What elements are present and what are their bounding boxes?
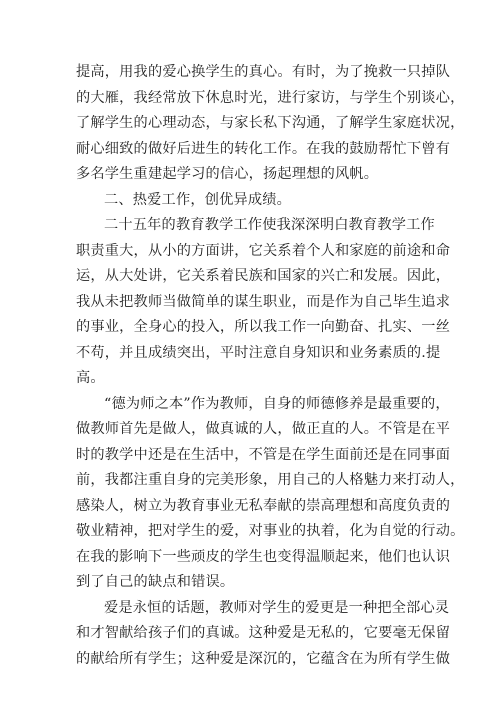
text-line: 时的教学中还是在生活中，不管是在学生面前还是在同事面 [76,446,451,463]
text-line: 到了自己的缺点和错误。 [76,574,235,590]
text-line: 高。 [76,370,105,386]
text-line: 做教师首先是做人，做真诚的人，做正直的人。不管是在平 [76,421,451,437]
text-line: 我从未把教师当做简单的谋生职业，而是作为自己毕生追求 [76,293,451,310]
document-page [76,60,465,672]
text-line: 的大雁，我经常放下休息时光，进行家访，与学生个别谈心， [76,89,465,106]
paragraph-p3 [76,213,451,392]
paragraph-p5 [76,596,451,673]
text-line: 了解学生的心理动态，与家长私下沟通，了解学生家庭状况， [76,115,465,131]
paragraph-p4 [76,392,465,596]
text-line: 不苟，并且成绩突出，平时注意自身知识和业务素质的.提 [76,344,441,361]
text-line: 提高，用我的爱心换学生的真心。有时，为了挽救一只掉队 [76,64,451,80]
text-line: 耐心细致的做好后进生的转化工作。在我的鼓励帮忙下曾有 [76,140,451,157]
text-line: 敬业精神，把对学生的爱，对事业的执着，化为自觉的行动。 [76,523,465,539]
text-line: 二十五年的教育教学工作使我深深明白教育教学工作 [104,217,435,233]
paragraph-p1 [76,60,465,188]
paragraph-p2 [76,188,430,214]
text-line: “德为师之本”作为教师，自身的师德修养是最重要的， [104,395,450,412]
text-line: 运，从大处讲，它关系着民族和国家的兴亡和发展。因此， [76,268,451,284]
text-line: 的事业，全身心的投入，所以我工作一向勤奋、扎实、一丝 [76,319,451,335]
text-line: 职责重大，从小的方面讲，它关系着个人和家庭的前途和命 [76,242,451,259]
text-line: 在我的影响下一些顽皮的学生也变得温顺起来，他们也认识 [76,548,451,565]
text-line: 和才智献给孩子们的真诚。这种爱是无私的，它要毫无保留 [76,625,451,641]
text-line: 前，我都注重自身的完美形象，用自己的人格魅力来打动人， [76,472,465,488]
text-line: 二、热爱工作，创优异成绩。 [104,191,292,208]
text-line: 感染人，树立为教育事业无私奉献的崇高理想和高度负责的 [76,497,451,514]
text-line: 多名学生重建起学习的信心，扬起理想的风帆。 [76,166,379,182]
text-line: 的献给所有学生；这种爱是深沉的，它蕴含在为所有学生做 [76,650,451,667]
document-body [76,60,465,672]
text-line: 爱是永恒的话题，教师对学生的爱更是一种把全部心灵 [104,599,450,616]
